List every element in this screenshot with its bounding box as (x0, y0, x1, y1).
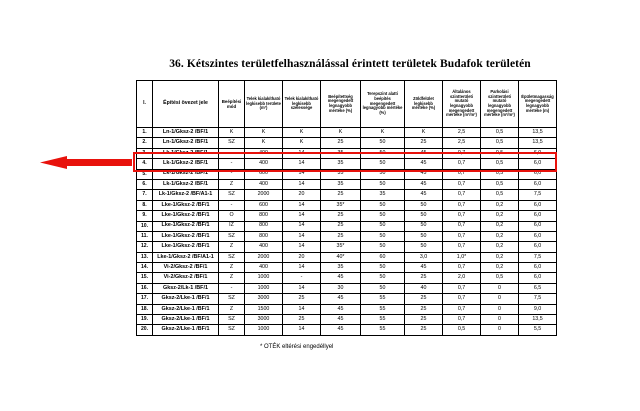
cell-value: 45 (405, 169, 443, 179)
cell-index: 14. (137, 263, 153, 273)
cell-value: 25 (321, 190, 361, 200)
table-row (137, 200, 557, 210)
cell-value: 6,0 (519, 148, 557, 158)
cell-value: 0,5 (443, 325, 481, 335)
cell-value: 14 (283, 325, 321, 335)
cell-value: 0,7 (443, 148, 481, 158)
cell-value: 6,0 (519, 200, 557, 210)
cell-value: 600 (245, 169, 283, 179)
cell-value: 14 (283, 200, 321, 210)
cell-index: 15. (137, 273, 153, 283)
cell-value: 6,0 (519, 273, 557, 283)
cell-value: 7,5 (519, 252, 557, 262)
cell-value: 6,0 (519, 179, 557, 189)
cell-value: 14 (283, 179, 321, 189)
cell-value: 0,7 (443, 294, 481, 304)
cell-value: 45 (321, 315, 361, 325)
cell-value: 25 (321, 221, 361, 231)
table-header (137, 81, 557, 128)
cell-value: 50 (361, 200, 405, 210)
cell-value: 14 (283, 242, 321, 252)
cell-value: SZ (219, 190, 245, 200)
cell-value: K (405, 128, 443, 138)
cell-value: IZ (219, 221, 245, 231)
cell-value: 14 (283, 263, 321, 273)
cell-index: 9. (137, 211, 153, 221)
cell-index: 17. (137, 294, 153, 304)
cell-value: 2,0 (443, 273, 481, 283)
cell-value: 50 (405, 231, 443, 241)
cell-value: 13,5 (519, 128, 557, 138)
cell-value: 0,7 (443, 231, 481, 241)
cell-value: 800 (245, 211, 283, 221)
cell-value: Z (219, 179, 245, 189)
cell-value: 0,5 (481, 169, 519, 179)
cell-value: 35 (361, 190, 405, 200)
cell-index: 19. (137, 315, 153, 325)
cell-zone-code: Vi-2/Gksz-2 /BF/1 (153, 263, 219, 273)
cell-value: 50 (361, 242, 405, 252)
cell-value: 50 (361, 138, 405, 148)
cell-zone-code: Lk-1/Gksz-2 /BF/A1-1 (153, 190, 219, 200)
cell-value: 0,5 (481, 273, 519, 283)
cell-value: 50 (405, 221, 443, 231)
cell-zone-code: Lk-1/Gksz-2 /BF/1 (153, 148, 219, 158)
cell-value: SZ (219, 325, 245, 335)
header-cell-min-lot-width: Telek kialakítható legkisebb szélessége (283, 81, 321, 128)
cell-zone-code: Vi-2/Gksz-2 /BF/1 (153, 273, 219, 283)
cell-value: 35* (321, 200, 361, 210)
header-cell-build-mode: Beépítési mód (219, 81, 245, 128)
cell-value: 2,5 (443, 128, 481, 138)
cell-value: 55 (361, 325, 405, 335)
cell-index: 5. (137, 169, 153, 179)
cell-value: 40 (405, 283, 443, 293)
cell-value: 400 (245, 179, 283, 189)
page-title: 36. Kétszintes területfelhasználással érintett területek Budafok területén (169, 58, 531, 70)
cell-value: 1500 (245, 304, 283, 314)
cell-value: 9,0 (519, 304, 557, 314)
cell-value: 1000 (245, 325, 283, 335)
cell-value: 0,7 (443, 263, 481, 273)
cell-value: 14 (283, 231, 321, 241)
table-row (137, 315, 557, 325)
cell-value: 0,2 (481, 263, 519, 273)
cell-value: 3000 (245, 315, 283, 325)
cell-zone-code: Lk-1/Gksz-2 /BF/1 (153, 169, 219, 179)
cell-value: 2,5 (443, 138, 481, 148)
cell-value: 55 (361, 304, 405, 314)
cell-index: 3. (137, 148, 153, 158)
cell-value: 14 (283, 283, 321, 293)
cell-value: 35 (321, 159, 361, 169)
cell-value: SZ (219, 294, 245, 304)
cell-value: 0 (481, 304, 519, 314)
table-row (137, 190, 557, 200)
cell-value: 600 (245, 200, 283, 210)
table-row (137, 263, 557, 273)
cell-value: 6,0 (519, 211, 557, 221)
cell-value: 25 (321, 231, 361, 241)
cell-value: 0,2 (481, 231, 519, 241)
cell-value: 50 (361, 169, 405, 179)
cell-zone-code: Lke-1/Gksz-2 /BF/1 (153, 200, 219, 210)
table-row (137, 221, 557, 231)
cell-value: 14 (283, 169, 321, 179)
cell-value: 0,7 (443, 242, 481, 252)
cell-zone-code: Ln-1/Gksz-2 /BF/1 (153, 128, 219, 138)
table-row (137, 283, 557, 293)
cell-value: 50 (361, 179, 405, 189)
cell-value: SZ (219, 231, 245, 241)
cell-zone-code: Gksz-2/Lke-1 /BF/1 (153, 325, 219, 335)
cell-value: 45 (321, 325, 361, 335)
cell-value: K (283, 128, 321, 138)
cell-value: 7,5 (519, 294, 557, 304)
cell-value: 25 (405, 304, 443, 314)
cell-value: Z (219, 304, 245, 314)
cell-value: K (245, 128, 283, 138)
cell-value: 0,5 (481, 159, 519, 169)
cell-zone-code: Lke-1/Gksz-2 /BF/1 (153, 242, 219, 252)
table-row (137, 138, 557, 148)
cell-value: 0,5 (481, 128, 519, 138)
cell-value: 35 (321, 169, 361, 179)
cell-value: 45 (321, 294, 361, 304)
cell-value: 20 (283, 252, 321, 262)
cell-value: 6,0 (519, 221, 557, 231)
cell-value: 50 (361, 283, 405, 293)
cell-zone-code: Lk-1/Gksz-2 /BF/1 (153, 159, 219, 169)
cell-value: 25 (405, 315, 443, 325)
cell-value: 50 (405, 200, 443, 210)
cell-value: 50 (361, 263, 405, 273)
cell-zone-code: Lk-1/Gksz-2 /BF/1 (153, 179, 219, 189)
cell-value: 400 (245, 159, 283, 169)
cell-index: 1. (137, 128, 153, 138)
table-row (137, 159, 557, 169)
cell-value: 45 (321, 304, 361, 314)
cell-value: 6,0 (519, 231, 557, 241)
cell-value: 0,7 (443, 190, 481, 200)
cell-value: 50 (405, 242, 443, 252)
cell-value: 2000 (245, 252, 283, 262)
cell-value: - (219, 283, 245, 293)
cell-value: 0,7 (443, 221, 481, 231)
table-row (137, 169, 557, 179)
cell-value: 25 (405, 325, 443, 335)
cell-value: 0 (481, 283, 519, 293)
cell-value: 0,2 (481, 211, 519, 221)
cell-value: 1000 (245, 273, 283, 283)
table-footnote: * OTÉK eltérési engedéllyel (260, 344, 334, 350)
cell-value: 45 (405, 159, 443, 169)
cell-index: 8. (137, 200, 153, 210)
cell-value: 6,0 (519, 242, 557, 252)
table-row (137, 325, 557, 335)
header-cell-underground-coverage: Terepszint alatti beépítés megengedett legnagyobb mértéke (%) (361, 81, 405, 128)
cell-value: - (219, 159, 245, 169)
cell-value: Z (219, 273, 245, 283)
cell-value: 55 (361, 315, 405, 325)
cell-index: 6. (137, 179, 153, 189)
header-cell-min-lot-area: Telek kialakítható legkisebb területe (m²) (245, 81, 283, 128)
cell-index: 10. (137, 221, 153, 231)
cell-value: 400 (245, 148, 283, 158)
cell-value: K (219, 128, 245, 138)
cell-value: 50 (361, 221, 405, 231)
cell-index: 20. (137, 325, 153, 335)
header-cell-max-height: Épületmagasság megengedett legnagyobb mértéke (m) (519, 81, 557, 128)
cell-value: 7,5 (519, 190, 557, 200)
cell-zone-code: Lke-1/Gksz-2 /BF/1 (153, 211, 219, 221)
cell-index: 2. (137, 138, 153, 148)
cell-value: 0,5 (481, 138, 519, 148)
cell-value: O (219, 211, 245, 221)
header-cell-general-floor-index: Általános szintterületi mutató legnagyobb megengedett mértéke (m²/m²) (443, 81, 481, 128)
cell-value: 50 (361, 273, 405, 283)
cell-value: Z (219, 242, 245, 252)
cell-value: 14 (283, 211, 321, 221)
cell-value: 55 (361, 294, 405, 304)
cell-value: 0,7 (443, 211, 481, 221)
cell-value: 30 (321, 283, 361, 293)
cell-index: 11. (137, 231, 153, 241)
cell-value: 40* (321, 252, 361, 262)
cell-value: 0,5 (481, 148, 519, 158)
cell-value: 800 (245, 221, 283, 231)
cell-zone-code: Gksz-2/Lk-1 /BF/1 (153, 283, 219, 293)
cell-index: 7. (137, 190, 153, 200)
cell-value: 25 (321, 211, 361, 221)
cell-value: 25 (321, 138, 361, 148)
cell-value: 0,2 (481, 242, 519, 252)
header-cell-parking-floor-index: Parkolási szintterületi mutató legnagyobb megengedett mértéke (m²/m²) (481, 81, 519, 128)
cell-value: 25 (283, 315, 321, 325)
table-row (137, 211, 557, 221)
cell-value: 0,2 (481, 200, 519, 210)
cell-value: 5,5 (519, 325, 557, 335)
cell-value: 0,5 (481, 179, 519, 189)
cell-zone-code: Gksz-2/Lke-1 /BF/1 (153, 315, 219, 325)
cell-value: 25 (405, 138, 443, 148)
cell-value: SZ (219, 315, 245, 325)
cell-value: 6,0 (519, 159, 557, 169)
cell-value: 6,0 (519, 169, 557, 179)
cell-value: 14 (283, 148, 321, 158)
cell-value: 0,7 (443, 304, 481, 314)
cell-value: 35 (321, 148, 361, 158)
table-row (137, 252, 557, 262)
cell-value: 3,0 (405, 252, 443, 262)
cell-value: 35 (321, 263, 361, 273)
cell-value: 14 (283, 159, 321, 169)
cell-value: 45 (405, 190, 443, 200)
cell-value: 400 (245, 263, 283, 273)
cell-index: 4. (137, 159, 153, 169)
cell-value: 6,0 (519, 263, 557, 273)
cell-zone-code: Lke-1/Gksz-2 /BF/1 (153, 221, 219, 231)
table-header-row (137, 81, 557, 128)
cell-value: 35* (321, 242, 361, 252)
cell-value: 60 (361, 252, 405, 262)
table-row (137, 231, 557, 241)
cell-index: 16. (137, 283, 153, 293)
cell-value: 13,5 (519, 138, 557, 148)
cell-value: K (245, 138, 283, 148)
cell-value: 800 (245, 231, 283, 241)
cell-value: 20 (283, 190, 321, 200)
header-cell-min-green: Zöldfelület legkisebb mértéke (%) (405, 81, 443, 128)
cell-zone-code: Ln-1/Gksz-2 /BF/1 (153, 138, 219, 148)
cell-value: 0 (481, 294, 519, 304)
header-cell-index: l. (137, 81, 153, 128)
table-body (137, 128, 557, 336)
header-cell-max-coverage: Beépítettség megengedett legnagyobb mértéke (%) (321, 81, 361, 128)
cell-value: 0,2 (481, 221, 519, 231)
cell-value: 50 (361, 159, 405, 169)
cell-value: 2000 (245, 190, 283, 200)
cell-value: 50 (405, 211, 443, 221)
cell-value: 0 (481, 325, 519, 335)
cell-value: 45 (405, 148, 443, 158)
cell-value: 14 (283, 221, 321, 231)
cell-value: 0,5 (481, 190, 519, 200)
cell-value: 50 (361, 211, 405, 221)
table-row (137, 148, 557, 158)
table-row (137, 304, 557, 314)
cell-value: 13,5 (519, 315, 557, 325)
cell-index: 18. (137, 304, 153, 314)
cell-value: 1000 (245, 283, 283, 293)
cell-zone-code: Lke-1/Gksz-2 /BF/1 (153, 231, 219, 241)
cell-value: 0,7 (443, 200, 481, 210)
cell-value: 25 (405, 294, 443, 304)
cell-value: SZ (219, 252, 245, 262)
cell-zone-code: Gksz-2/Lke-1 /BF/1 (153, 294, 219, 304)
cell-value: - (219, 200, 245, 210)
cell-value: 25 (405, 273, 443, 283)
cell-zone-code: Lke-1/Gksz-2 /BF/A1-1 (153, 252, 219, 262)
cell-value: 0,7 (443, 169, 481, 179)
cell-value: 45 (405, 263, 443, 273)
cell-value: 35 (321, 179, 361, 189)
cell-value: - (283, 273, 321, 283)
cell-value: 0 (481, 315, 519, 325)
cell-zone-code: Gksz-2/Lke-1 /BF/1 (153, 304, 219, 314)
cell-value: 1,0* (443, 252, 481, 262)
cell-value: K (283, 138, 321, 148)
cell-value: 3000 (245, 294, 283, 304)
cell-value: K (321, 128, 361, 138)
cell-value: K (361, 128, 405, 138)
cell-value: SZ (219, 138, 245, 148)
header-cell-zone-code: Építési övezet jele (153, 81, 219, 128)
cell-value: 45 (321, 273, 361, 283)
table-row (137, 242, 557, 252)
cell-value: 0,2 (481, 252, 519, 262)
table-row (137, 273, 557, 283)
cell-value: - (219, 169, 245, 179)
cell-value: 0,7 (443, 315, 481, 325)
zoning-table (136, 80, 557, 336)
table-row (137, 294, 557, 304)
pointer-arrow-icon (40, 156, 136, 169)
cell-value: 6,5 (519, 283, 557, 293)
cell-value: Z (219, 263, 245, 273)
table-row (137, 128, 557, 138)
cell-index: 13. (137, 252, 153, 262)
cell-value: 400 (245, 242, 283, 252)
cell-value: - (219, 148, 245, 158)
cell-value: 14 (283, 304, 321, 314)
cell-index: 12. (137, 242, 153, 252)
cell-value: 0,7 (443, 283, 481, 293)
table-row (137, 179, 557, 189)
cell-value: 50 (361, 231, 405, 241)
cell-value: 50 (361, 148, 405, 158)
cell-value: 25 (283, 294, 321, 304)
cell-value: 0,7 (443, 179, 481, 189)
cell-value: 0,7 (443, 159, 481, 169)
cell-value: 45 (405, 179, 443, 189)
